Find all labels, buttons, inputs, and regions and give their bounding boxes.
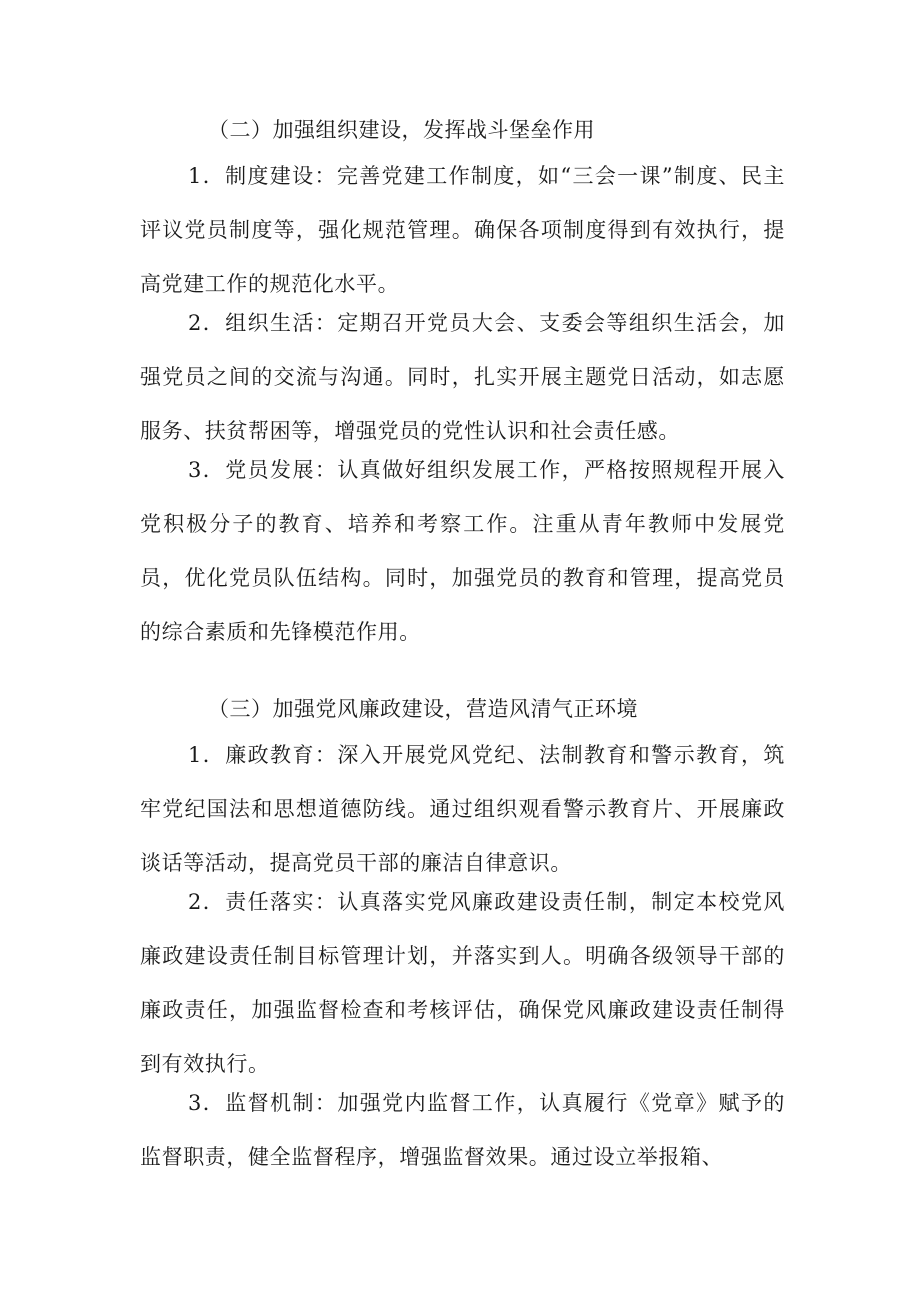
paragraph-supervision: 3．监督机制：加强党内监督工作，认真履行《党章》赋予的监督职责，健全监督程序，增强监督效果。通过设立举报箱、 bbox=[140, 1091, 785, 1169]
section-heading-integrity: （三）加强党风廉政建设，营造风清气正环境 bbox=[208, 697, 638, 721]
paragraph-integrity-education: 1．廉政教育：深入开展党风党纪、法制教育和警示教育，筑牢党纪国法和思想道德防线。通过组织观看警示教育片、开展廉政谈话等活动，提高党员干部的廉洁自律意识。 bbox=[140, 743, 785, 875]
paragraph-system-building: 1．制度建设：完善党建工作制度，如“三会一课”制度、民主评议党员制度等，强化规范管理。确保各项制度得到有效执行，提高党建工作的规范化水平。 bbox=[140, 164, 785, 296]
paragraph-organization-life: 2．组织生活：定期召开党员大会、支委会等组织生活会，加强党员之间的交流与沟通。同时，扎实开展主题党日活动，如志愿服务、扶贫帮困等，增强党员的党性认识和社会责任感。 bbox=[140, 311, 785, 443]
paragraph-member-development: 3．党员发展：认真做好组织发展工作，严格按照规程开展入党积极分子的教育、培养和考察工作。注重从青年教师中发展党员，优化党员队伍结构。同时，加强党员的教育和管理，提高党员的综合素质和先锋模范作用。 bbox=[140, 458, 785, 644]
section-heading-organization: （二）加强组织建设，发挥战斗堡垒作用 bbox=[208, 118, 595, 142]
paragraph-responsibility: 2．责任落实：认真落实党风廉政建设责任制，制定本校党风廉政建设责任制目标管理计划，并落实到人。明确各级领导干部的廉政责任，加强监督检查和考核评估，确保党风廉政建设责任制得到有效执行。 bbox=[140, 890, 785, 1076]
